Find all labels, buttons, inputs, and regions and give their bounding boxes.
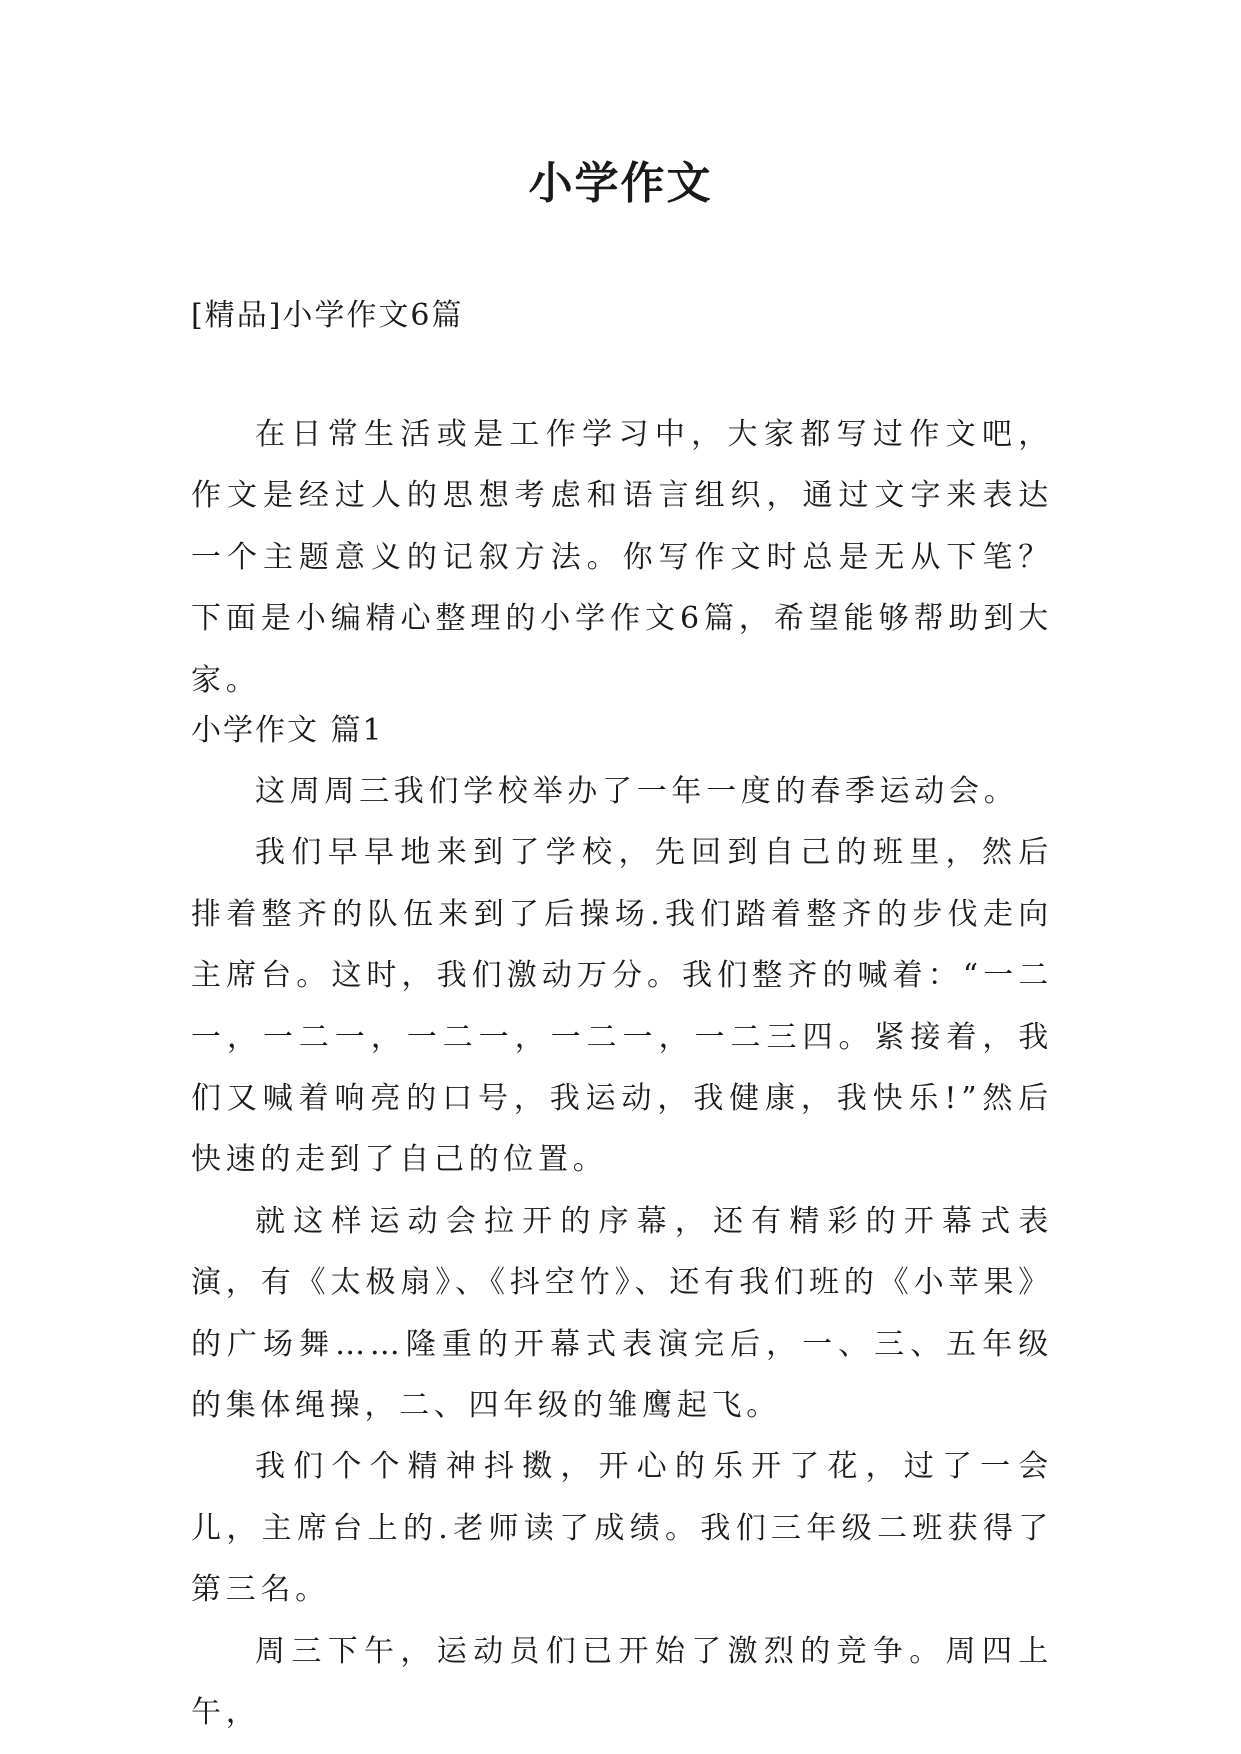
intro-paragraph: 在日常生活或是工作学习中，大家都写过作文吧，作文是经过人的思想考虑和语言组织，通过文字来表达一个主题意义的记叙方法。你写作文时总是无从下笔？下面是小编精心整理的小学作文6篇，希望能够帮助到大家。 <box>191 417 1053 698</box>
body-paragraph: 周三下午，运动员们已开始了激烈的竞争。周四上午， <box>191 1633 1053 1731</box>
page-title: 小学作文 <box>528 158 713 209</box>
section-heading: 小学作文 篇1 <box>191 713 384 748</box>
body-paragraph: 这周周三我们学校举办了一年一度的春季运动会。 <box>255 774 1019 809</box>
document-subtitle: [精品]小学作文6篇 <box>191 298 464 333</box>
body-paragraph: 我们早早地来到了学校，先回到自己的班里，然后排着整齐的队伍来到了后操场.我们踏着整齐的步伐走向主席台。这时，我们激动万分。我们整齐的喊着：“一二一，一二一，一二一，一二一，一二三四。紧接着，我们又喊着响亮的口号，我运动，我健康，我快乐!”然后快速的走到了自己的位置。 <box>191 835 1053 1178</box>
body-paragraph: 就这样运动会拉开的序幕，还有精彩的开幕式表演，有《太极扇》、《抖空竹》、还有我们班的《小苹果》的广场舞……隆重的开幕式表演完后，一、三、五年级的集体绳操，二、四年级的雏鹰起飞。 <box>191 1203 1053 1424</box>
body-paragraph: 我们个个精神抖擞，开心的乐开了花，过了一会儿，主席台上的.老师读了成绩。我们三年级二班获得了第三名。 <box>191 1449 1053 1608</box>
essay-section-1 <box>191 700 1053 1744</box>
